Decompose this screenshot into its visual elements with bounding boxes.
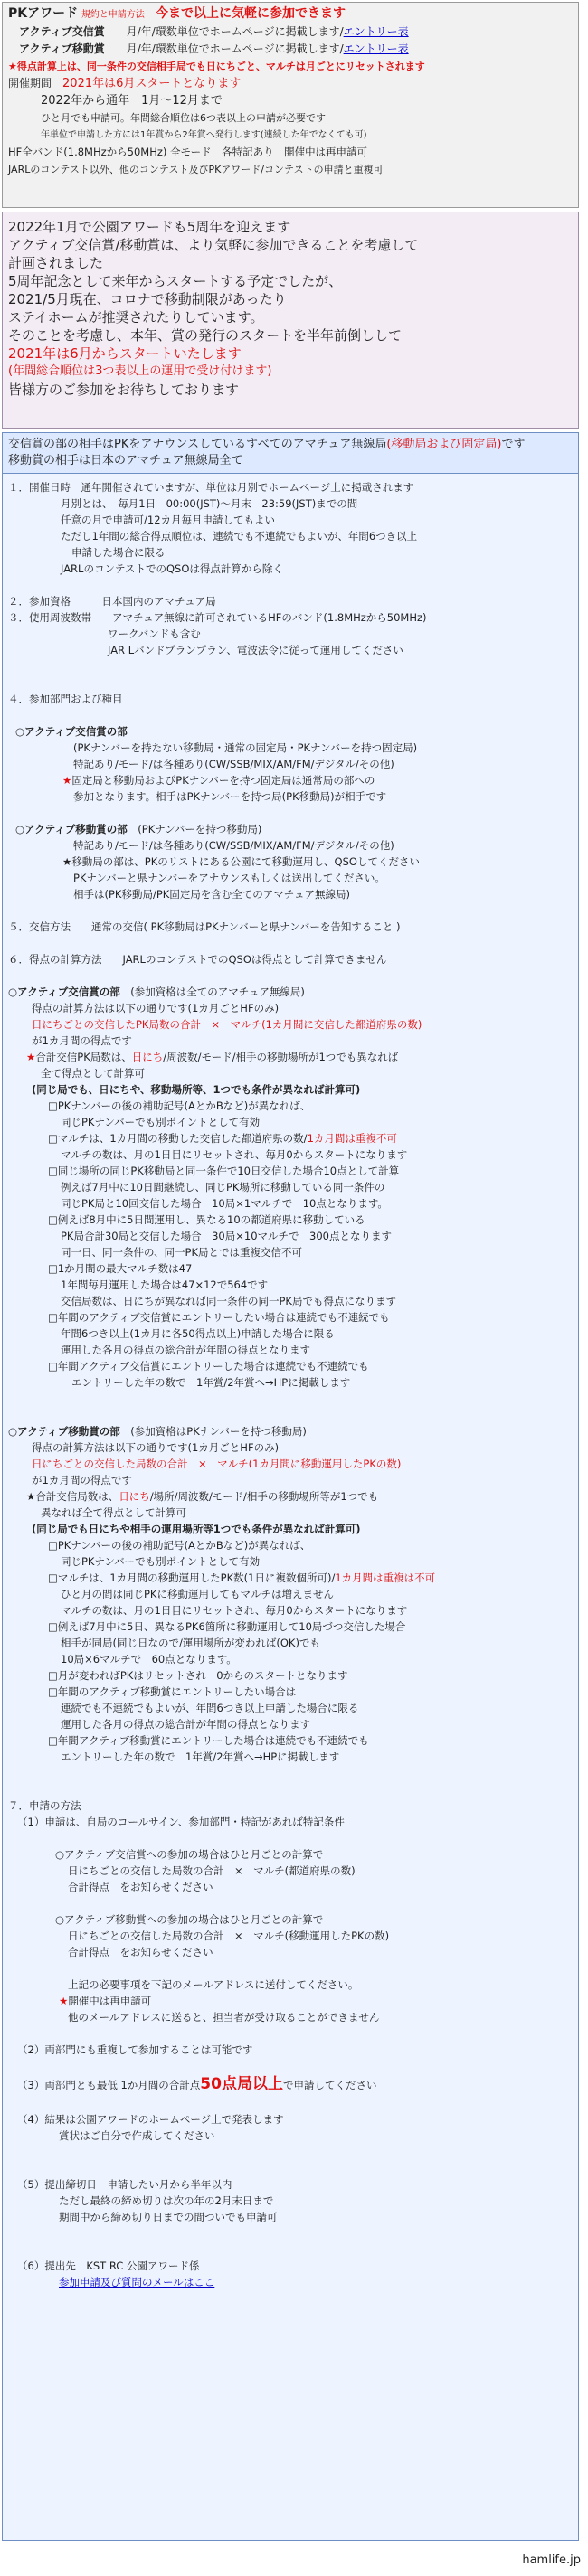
mail-link-row xyxy=(8,2274,573,2290)
apply-portable-line-1: ○アクティブ移動賞への参加の場合はひと月ごとの計算で xyxy=(55,1913,324,1926)
apply-portable-line-3: 合計得点 をお知らせください xyxy=(68,1946,213,1958)
portable-award-title: ○アクティブ移動賞の部 xyxy=(15,823,128,835)
entry-table-link-1[interactable]: エントリー表 xyxy=(343,25,409,38)
section-5: ５．交信方法 通常の交信( PK移動局はPKナンバーと県ナンバーを告知すること ) xyxy=(8,920,401,933)
qso-scoring-subtitle: (参加資格は全てのアマチュア無線局) xyxy=(130,986,305,998)
qso-target-text: 交信賞の部の相手はPKをアナウンスしているすべてのアマチュア無線局 xyxy=(8,438,387,451)
announce-line-7: そのことを考慮し、本年、賞の発行のスタートを半年前倒しして xyxy=(8,327,403,344)
portable-award-line-2-text: 移動局の部は、PKのリストにある公園にて移動運用し、QSOしてください xyxy=(71,855,420,868)
title-subtitle: 規約と申請方法 xyxy=(81,10,145,20)
portable-scoring-line-9a: □マルチは、1カ月間の移動運用したPK数(1日に複数個所可)/ xyxy=(48,1571,336,1584)
period-row xyxy=(8,75,573,92)
qso-scoring-line-19: 交信局数は、日にちが異なれば同一条件の同一PK局でも得点になります xyxy=(61,1295,396,1307)
section-1-line-2: 月別とは、 毎月1日 00:00(JST)～月末 23:59(JST)までの間 xyxy=(61,497,358,510)
portable-scoring-line-18: 運用した各月の得点の総合計が年間の得点となります xyxy=(61,1718,310,1731)
portable-scoring-line-17: 連続でも不連続でもよいが、年間6つき以上申請した場合に限る xyxy=(61,1702,359,1714)
reapply-note xyxy=(8,1993,573,2009)
email-warning: 他のメールアドレスに送ると、担当者が受け取ることができません xyxy=(68,2011,380,2024)
active-qso-label: アクティブ交信賞 xyxy=(19,25,105,38)
section-7-6: （6）提出先 KST RC 公園アワード係 xyxy=(17,2260,200,2272)
qso-scoring-title: ○アクティブ交信賞の部 xyxy=(8,986,120,998)
portable-scoring-line-16: □年間のアクティブ移動賞にエントリーしたい場合は xyxy=(48,1685,297,1698)
section-1-line-3: 任意の月で申請可/12カ月毎月申請してもよい xyxy=(61,514,276,526)
portable-scoring-line-9b: 1カ月間は重複は不可 xyxy=(335,1571,436,1584)
period-line-2: ひと月でも申請可。年間総合順位は6つ表以上の申請が必要です xyxy=(41,112,326,124)
qso-scoring-line-18: 1年間毎月運用した場合は47×12で564です xyxy=(61,1279,269,1291)
announce-note: (年間総合順位は3つ表以上の運用で受け付けます) xyxy=(8,364,272,378)
announce-line-6: ステイホームが推奨されたりしています。 xyxy=(8,309,264,326)
portable-scoring-line-14: 10局×6マルチで 60点となります。 xyxy=(61,1653,237,1665)
portable-scoring-line-19: □年間アクティブ移動賞にエントリーした場合は連続でも不連続でも xyxy=(48,1734,369,1747)
portable-scoring-line-12: □例えば7月中に5日、異なるPK6箇所に移動運用して10局づつ交信した場合 xyxy=(48,1620,406,1633)
portable-award-line-2 xyxy=(8,854,573,870)
portable-award-line-3: PKナンバーと県ナンバーをアナウンスもしくは送出してください。 xyxy=(73,872,385,884)
section-3-line-2: ワークバンドも含む xyxy=(108,627,201,640)
announce-line-4: 5周年記念として来年からスタートする予定でしたが、 xyxy=(8,273,343,289)
announce-line-2: アクティブ交信賞/移動賞は、より気軽に参加できることを考慮して xyxy=(8,237,419,253)
portable-scoring-line-15: □月が変わればPKはリセットされ 0からのスタートとなります xyxy=(48,1669,348,1682)
section-7-5b: ただし最終の締め切りは次の年の2月末日まで xyxy=(59,2194,274,2207)
portable-scoring-line-8: 同じPKナンバーでも別ポイントとして有効 xyxy=(61,1555,261,1568)
portable-scoring-line-9 xyxy=(8,1570,573,1586)
portable-award-line-1: 特記あり/モード/は各種あり(CW/SSB/MIX/AM/FM/デジタル/その他) xyxy=(73,839,394,852)
portable-target-line: 移動賞の相手は日本のアマチュア無線局全て xyxy=(8,454,243,467)
qso-scoring-line-7: □PKナンバーの後の補助記号(AとかBなど)が異なれば、 xyxy=(48,1099,311,1112)
qso-scoring-line-5: 全て得点として計算可 xyxy=(41,1067,145,1080)
qso-award-title: ○アクティブ交信賞の部 xyxy=(15,725,128,738)
portable-scoring-formula: 日にちごとの交信した局数の合計 × マルチ(1カ月間に移動運用したPKの数) xyxy=(32,1458,402,1470)
qso-award-line-2: 特記あり/モード/は各種あり(CW/SSB/MIX/AM/FM/デジタル/その他) xyxy=(73,758,394,770)
entry-table-link-2[interactable]: エントリー表 xyxy=(343,42,409,55)
qso-scoring-line-8: 同じPKナンバーでも別ポイントとして有効 xyxy=(61,1116,261,1128)
portable-scoring-subtitle: (参加資格はPKナンバーを持つ移動局) xyxy=(130,1425,307,1438)
title-row xyxy=(8,5,573,24)
qso-scoring-line-10: マルチの数は、月の1日目にリセットされ、毎月0からスタートになります xyxy=(61,1148,408,1161)
portable-scoring-line-5: 異なれば全て得点として計算可 xyxy=(41,1506,186,1519)
qso-target-note: (移動局および固定局) xyxy=(386,438,502,451)
portable-scoring-line-1: 得点の計算方法は以下の通りです(1カ月ごとHFのみ) xyxy=(32,1441,280,1454)
active-portable-label: アクティブ移動賞 xyxy=(19,42,105,55)
qso-scoring-line-9 xyxy=(8,1130,573,1146)
section-7-3a: （3）両部門とも最低 1か月間の合計点 xyxy=(17,2079,201,2091)
qso-scoring-line-4a: 合計交信PK局数は、 xyxy=(35,1051,132,1063)
active-qso-text: 月/年/環数単位でホームページに掲載します/ xyxy=(126,25,344,38)
portable-scoring-line-4b: 日にち xyxy=(119,1490,150,1503)
section-3-line-3: JAR Lバンドプランプラン、電波法令に従って運用してください xyxy=(108,644,403,656)
section-6: ６．得点の計算方法 JARLのコンテストでのQSOは得点として計算できません xyxy=(8,953,387,966)
section-7-2: （2）両部門にも重複して参加することは可能です xyxy=(17,2043,253,2056)
qso-scoring-line-17: □1か月間の最大マルチ数は47 xyxy=(48,1262,193,1275)
award-title: PKアワード xyxy=(8,6,79,21)
section-7-5: （5）提出締切日 申請したい月から半年以内 xyxy=(17,2178,232,2191)
star-icon: ★ xyxy=(26,1051,36,1063)
rules-detail-box xyxy=(2,432,579,2541)
title-tagline: 今まで以上に気軽に参加できます xyxy=(155,6,346,21)
portable-award-title-row xyxy=(8,821,573,837)
qso-award-line-3-text: 固定局と移動局およびPKナンバーを持つ固定局は通常局の部への xyxy=(71,774,375,787)
site-watermark: hamlife.jp xyxy=(522,2553,581,2567)
section-1-line-4: ただし1年間の総合得点順位は、連続でも不連続でもよいが、年間6つき以上 xyxy=(61,530,418,543)
announcement-box xyxy=(2,212,579,429)
portable-scoring-line-11: マルチの数は、月の1日目にリセットされ、毎月0からスタートになります xyxy=(61,1604,408,1617)
qso-scoring-line-23: □年間アクティブ交信賞にエントリーした場合は連続でも不連続でも xyxy=(48,1360,369,1373)
qso-award-line-1: (PKナンバーを持たない移動局・通常の固定局・PKナンバーを持つ固定局) xyxy=(73,741,418,754)
portable-scoring-title-row xyxy=(8,1423,573,1439)
qso-scoring-line-15: PK局合計30局と交信した場合 30局×10マルチで 300点となります xyxy=(61,1230,392,1242)
send-instruction: 上記の必要事項を下記のメールアドレスに送付してください。 xyxy=(68,1978,359,1991)
portable-scoring-line-4a: 合計交信局数は、 xyxy=(35,1490,119,1503)
section-7-4: （4）結果は公園アワードのホームページ上で発表します xyxy=(17,2113,284,2126)
minimum-points: 50点局以上 xyxy=(200,2075,283,2093)
apply-qso-line-1: ○アクティブ交信賞への参加の場合はひと月ごとの計算で xyxy=(55,1848,324,1861)
portable-scoring-line-10: ひと月の間は同じPKに移動運用してもマルチは増えません xyxy=(61,1588,334,1600)
portable-scoring-line-7: □PKナンバーの後の補助記号(AとかBなど)が異なれば、 xyxy=(48,1539,311,1552)
star-icon: ★ xyxy=(62,774,72,787)
qso-scoring-line-11: □同じ場所の同じPK移動局と同一条件で10日交信した場合10点として計算 xyxy=(48,1165,400,1177)
qso-award-line-4: 参加となります。相手はPKナンバーを持つ局(PK移動局)が相手です xyxy=(73,790,387,803)
section-7-5c: 期間中から締め切り日までの間ついでも申請可 xyxy=(59,2211,278,2223)
apply-qso-line-3: 合計得点 をお知らせください xyxy=(68,1881,213,1893)
qso-scoring-line-4 xyxy=(8,1049,573,1065)
rules-body xyxy=(3,474,578,2290)
section-2: ２．参加資格 日本国内のアマチュア局 xyxy=(8,595,216,608)
period-label: 開催期間 xyxy=(8,77,52,90)
active-qso-row xyxy=(8,24,573,41)
active-portable-row xyxy=(8,41,573,58)
section-1-title: １．開催日時 通年開催されていますが、単位は月別でホームページ上に掲載されます xyxy=(8,481,414,494)
qso-scoring-line-9b: 1カ月間は重複不可 xyxy=(307,1132,397,1145)
apply-qso-line-2: 日にちごとの交信した局数の合計 × マルチ(都道府県の数) xyxy=(68,1864,356,1877)
qso-scoring-line-12: 例えば7月中に10日間継続し、同じPK場所に移動している同一条件の xyxy=(61,1181,385,1194)
portable-scoring-line-13: 相手が同局(同じ日なので/運用場所が変われば(OK)でも xyxy=(61,1637,320,1649)
section-7-4b: 賞状はご自分で作成してください xyxy=(59,2129,215,2142)
qso-scoring-line-3: が1カ月間の得点です xyxy=(32,1034,132,1047)
star-icon: ★ xyxy=(26,1490,36,1503)
qso-scoring-line-14: □例えば8月中に5日間運用し、異なる10の都道府県に移動している xyxy=(48,1213,365,1226)
period-value: 2021年は6月スタートとなります xyxy=(62,77,242,90)
reset-note: ★得点計算上は、同一条件の交信相手局でも日にちごと、マルチは月ごとにリセットされます xyxy=(8,61,425,72)
qso-scoring-line-16: 同一日、同一条件の、同一PK局とでは重複交信不可 xyxy=(61,1246,303,1259)
qso-scoring-line-4b: 日にち xyxy=(131,1051,164,1063)
portable-scoring-line-20: エントリーした年の数で 1年賞/2年賞へ→HPに掲載します xyxy=(61,1750,340,1763)
announce-closing: 皆様方のご参加をお待ちしております xyxy=(8,382,240,398)
portable-scoring-line-6: (同じ局でも日にちや相手の運用場所等1つでも条件が異なれば計算可) xyxy=(32,1523,361,1535)
section-7-title: ７．申請の方法 xyxy=(8,1799,81,1812)
contest-line: JARLのコンテスト以外、他のコンテスト及びPKアワード/コンテストの申請と重複可 xyxy=(8,164,384,175)
announce-start-line: 2021年は6月からスタートいたします xyxy=(8,345,242,362)
qso-scoring-line-4c: /周波数/モード/相手の移動場所が1つでも異なれば xyxy=(163,1051,399,1063)
qso-scoring-line-22: 運用した各月の得点の総合計が年間の得点となります xyxy=(61,1344,310,1356)
portable-scoring-line-4c: /場所/周波数/モード/相手の移動場所等が1つでも xyxy=(149,1490,379,1503)
section-1-line-6: JARLのコンテストでのQSOは得点計算から除く xyxy=(61,562,283,575)
portable-scoring-line-4 xyxy=(8,1488,573,1505)
target-stations-header xyxy=(3,433,578,474)
portable-scoring-line-3: が1カ月間の得点です xyxy=(32,1474,132,1486)
application-mail-link[interactable]: 参加申請及び質問のメールはここ xyxy=(59,2276,215,2288)
section-7-3 xyxy=(8,2074,573,2095)
qso-scoring-line-1: 得点の計算方法は以下の通りです(1カ月ごとHFのみ) xyxy=(32,1002,280,1014)
qso-scoring-line-13: 同じPK局と10回交信した場合 10局×1マルチで 10点となります。 xyxy=(61,1197,388,1210)
qso-award-line-3 xyxy=(8,772,573,788)
qso-scoring-title-row xyxy=(8,984,573,1000)
star-icon: ★ xyxy=(59,1995,69,2007)
announce-line-3: 計画されました xyxy=(8,255,104,271)
portable-award-subtitle: (PKナンバーを持つ移動局) xyxy=(138,823,262,835)
section-7-1: （1）申請は、自局のコールサイン、参加部門・特記があれば特記条件 xyxy=(17,1816,345,1828)
qso-scoring-line-9a: □マルチは、1カ月間の移動した交信した都道府県の数/ xyxy=(48,1132,308,1145)
period-line-3: 年単位で申請した方には1年賞から2年賞へ発行します(連続した年でなくても可) xyxy=(41,130,367,140)
section-4-title: ４．参加部門および種目 xyxy=(8,693,123,705)
qso-scoring-line-21: 年間6つき以上(1カ月に各50得点以上)申請した場合に限る xyxy=(61,1327,335,1340)
announce-line-5: 2021/5月現在、コロナで移動制限があったり xyxy=(8,291,287,307)
portable-award-line-4: 相手は(PK移動局/PK固定局を含む全てのアマチュア無線局) xyxy=(73,888,350,901)
section-7-3c: で申請してください xyxy=(282,2079,377,2091)
qso-target-line xyxy=(8,437,573,453)
qso-target-end: です xyxy=(501,438,526,451)
qso-scoring-line-24: エントリーした年の数で 1年賞/2年賞へ→HPに掲載します xyxy=(71,1376,351,1389)
reapply-note-text: 開催中は再申請可 xyxy=(68,1995,152,2007)
band-line: HF全バンド(1.8MHzから50MHz) 全モード 各特記あり 開催中は再申請可 xyxy=(8,146,368,158)
star-icon: ★ xyxy=(62,855,72,868)
active-portable-text: 月/年/環数単位でホームページに掲載します/ xyxy=(126,42,344,55)
section-3-title: ３．使用周波数帯 アマチュア無線に許可されているHFのバンド(1.8MHzから50MHz) xyxy=(8,611,427,624)
qso-scoring-formula: 日にちごとの交信したPK局数の合計 × マルチ(1カ月間に交信した都道府県の数) xyxy=(32,1018,422,1031)
section-1-line-5: 申請した場合に限る xyxy=(71,546,166,559)
portable-scoring-title: ○アクティブ移動賞の部 xyxy=(8,1425,120,1438)
qso-scoring-line-6: (同じ局でも、日にちや、移動場所等、1つでも条件が異なれば計算可) xyxy=(32,1083,361,1096)
period-line-1: 2022年から通年 1月～12月まで xyxy=(41,94,223,108)
rules-header-box xyxy=(2,2,579,208)
qso-scoring-line-20: □年間のアクティブ交信賞にエントリーしたい場合は連続でも不連続でも xyxy=(48,1311,390,1324)
announce-line-1: 2022年1月で公園アワードも5周年を迎えます xyxy=(8,219,291,235)
apply-portable-line-2: 日にちごとの交信した局数の合計 × マルチ(移動運用したPKの数) xyxy=(68,1930,390,1942)
